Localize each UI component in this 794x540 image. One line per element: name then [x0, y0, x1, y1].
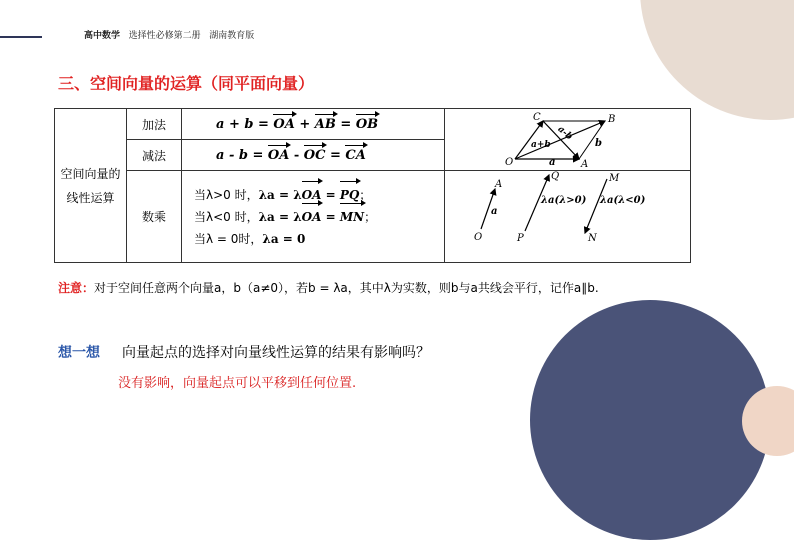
header: [84, 28, 254, 41]
note: [58, 279, 599, 296]
group-label: 空间向量的线性运算: [60, 166, 121, 205]
scalar-end-negative: ；: [364, 209, 377, 224]
fig2-label-M: M: [609, 173, 620, 184]
group-label-cell: [55, 109, 127, 263]
decor-circle-tan: [640, 0, 794, 120]
scalar-figure: [445, 171, 690, 259]
vector-operations-table: [54, 108, 691, 263]
op-scalar: 数乘: [127, 171, 182, 263]
vector-MN-line: [585, 179, 607, 233]
vector-PQ: PQ: [340, 184, 359, 206]
label-a: a: [549, 157, 556, 167]
scalar-expr-positive: λa = λ: [258, 187, 302, 202]
label-A: A: [581, 159, 589, 167]
vector-AB: AB: [314, 116, 336, 132]
scalar-end-positive: ；: [359, 187, 372, 202]
fig2-label-a: a: [491, 206, 498, 217]
scalar-expr-negative: λa = λ: [258, 209, 302, 224]
formula-addition: a + b = OA + AB = OB: [182, 109, 445, 140]
fig2-label-A: A: [495, 179, 503, 190]
think-question: 向量起点的选择对向量线性运算的结果有影响吗？: [122, 345, 430, 361]
parallelogram-figure-cell: [445, 109, 691, 171]
vector-CA: CA: [345, 147, 366, 163]
fig2-label-P: P: [517, 233, 524, 244]
subtraction-lhs: a - b: [216, 147, 248, 163]
formula-subtraction: a - b = OA - OC = CA: [182, 140, 445, 171]
note-text: 对于空间任意两个向量a，b（a≠0），若b = λa，其中λ为实数，则b与a共线会平行，记作a∥b.: [94, 281, 599, 295]
parallelogram-figure: [445, 109, 690, 167]
vector-OA: OA: [273, 116, 295, 132]
label-O: O: [505, 157, 514, 167]
scalar-cond-zero: 当λ = 0时，: [194, 231, 263, 246]
vector-OB: OB: [355, 116, 379, 132]
fig2-label-O: O: [474, 232, 483, 243]
addition-lhs: a + b: [216, 116, 254, 132]
vector-OC: OC: [303, 147, 326, 163]
label-B: B: [608, 114, 616, 125]
vector-MN: MN: [340, 206, 364, 228]
scalar-expr-zero: λa = 0: [262, 231, 306, 246]
formula-scalar: [182, 171, 445, 263]
decor-circle-navy: [530, 300, 770, 540]
scalar-line-positive: 当λ>0 时，λa = λOA = PQ；: [182, 184, 444, 206]
fig2-label-N: N: [588, 233, 597, 244]
scalar-line-negative: 当λ<0 时，λa = λOA = MN；: [182, 206, 444, 228]
fig2-label-Q: Q: [551, 171, 560, 182]
label-b: b: [595, 138, 602, 149]
think-label: 想一想: [58, 345, 100, 361]
vector-OA-2: OA: [267, 147, 290, 163]
scalar-cond-negative: 当λ<0 时，: [194, 209, 259, 224]
vector-OA-4: OA: [302, 206, 322, 228]
header-book: 选择性必修第二册: [128, 31, 201, 41]
header-subject: 高中数学: [84, 31, 121, 41]
section-title: 三、空间向量的运算（同平面向量）: [58, 74, 315, 93]
scalar-cond-positive: 当λ>0 时，: [194, 187, 259, 202]
header-publisher: 湖南教育版: [209, 31, 255, 41]
scalar-figure-cell: [445, 171, 691, 263]
op-subtraction: 减法: [127, 140, 182, 171]
label-C: C: [533, 112, 541, 123]
label-a-plus-b: a+b: [531, 140, 551, 150]
note-label: 注意：: [58, 281, 95, 295]
vector-OA-3: OA: [302, 184, 322, 206]
scalar-line-zero: [182, 228, 444, 250]
fig2-label-lambda-pos: λa(λ>0): [541, 195, 587, 206]
fig2-label-lambda-neg: λa(λ<0): [600, 195, 646, 206]
header-rule: [0, 36, 42, 38]
op-addition: 加法: [127, 109, 182, 140]
answer-text: 没有影响，向量起点可以平移到任何位置.: [118, 376, 357, 391]
label-a-minus-b: a-b: [555, 124, 575, 143]
